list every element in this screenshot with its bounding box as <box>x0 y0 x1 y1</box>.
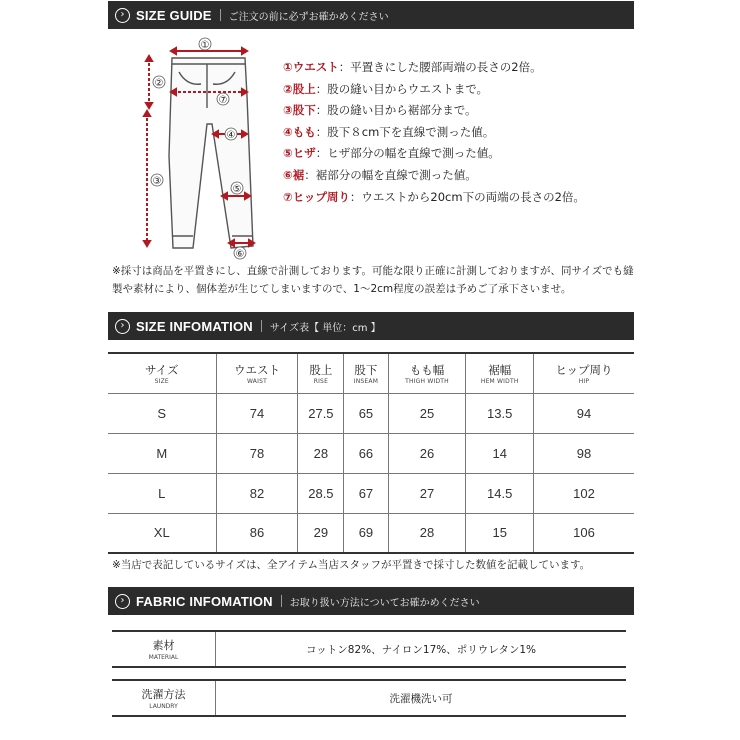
size-info-title: SIZE INFOMATION <box>136 318 253 334</box>
fabric-value: 洗濯機洗い可 <box>389 692 453 705</box>
size-guide-header <box>108 1 634 29</box>
legend-row: ④もも：股下８cm下を直線で測った値。 <box>283 124 495 139</box>
legend-row: ⑦ヒップ周り：ウエストから20cm下の両端の長さの2倍。 <box>283 189 585 204</box>
diagram-number-3: ③ <box>152 176 162 187</box>
fabric-info-header <box>108 587 634 615</box>
column-header: 股上 RISE <box>298 353 344 393</box>
column-header: 股下 INSEAM <box>344 353 388 393</box>
column-header: ウエスト WAIST <box>216 353 298 393</box>
table-row: L 82 28.5 67 27 14.5 102 <box>108 473 634 513</box>
fabric-row-material <box>112 630 626 668</box>
diagram-number-4: ④ <box>226 130 236 141</box>
fabric-info-title: FABRIC INFOMATION <box>136 593 273 609</box>
table-row: XL 86 29 69 28 15 106 <box>108 513 634 553</box>
table-row: S 74 27.5 65 25 13.5 94 <box>108 393 634 433</box>
divider <box>220 9 221 21</box>
legend-row: ②股上：股の縫い目からウエストまで。 <box>283 81 489 96</box>
legend-row: ⑥裾：裾部分の幅を直線で測った値。 <box>283 167 477 182</box>
diagram-number-6: ⑥ <box>235 249 245 260</box>
column-header: ヒップ周り HIP <box>533 353 634 393</box>
table-row: M 78 28 66 26 14 98 <box>108 433 634 473</box>
legend-row: ③股下：股の縫い目から裾部分まで。 <box>283 103 477 118</box>
column-header: もも幅 THIGH WIDTH <box>388 353 466 393</box>
size-info-subtitle: サイズ表【 単位：cm 】 <box>269 322 381 334</box>
measurement-note: ※採寸は商品を平置きにし、直線で計測しております。可能な限り正確に計測しておりますが、同サイズでも縫製や素材により、個体差が生じてしまいますので、1〜2cm程度の誤差は予めご了承下さいませ。 <box>112 265 634 295</box>
size-guide-subtitle: ご注文の前に必ずお確かめください <box>228 11 389 23</box>
size-table <box>108 352 634 554</box>
chevron-right-icon: › <box>115 8 130 23</box>
fabric-label: 素材 MATERIAL <box>112 632 216 666</box>
fabric-info-subtitle: お取り扱い方法についてお確かめください <box>289 597 480 609</box>
legend-row: ①ウエスト：平置きにした腰部両端の長さの2倍。 <box>283 60 542 74</box>
size-note: ※当店で表記しているサイズは、全アイテム当店スタッフが平置きで採寸した数値を記載しています。 <box>112 559 591 571</box>
legend-row: ⑤ヒザ：ヒザ部分の幅を直線で測った値。 <box>283 146 500 161</box>
size-guide-title: SIZE GUIDE <box>136 7 212 23</box>
column-header: サイズ SIZE <box>108 353 216 393</box>
fabric-row-laundry <box>112 679 626 717</box>
divider <box>281 595 282 607</box>
divider <box>261 320 262 332</box>
fabric-label: 洗濯方法 LAUNDRY <box>112 681 216 715</box>
chevron-right-icon: › <box>115 594 130 609</box>
pants-measurement-diagram <box>135 36 265 261</box>
column-header: 裾幅 HEM WIDTH <box>466 353 533 393</box>
chevron-right-icon: › <box>115 319 130 334</box>
size-info-header <box>108 312 634 340</box>
diagram-number-7: ⑦ <box>218 95 228 106</box>
diagram-number-2: ② <box>154 78 164 89</box>
fabric-value: コットン82%、ナイロン17%、ポリウレタン1% <box>306 643 536 656</box>
diagram-number-5: ⑤ <box>232 184 242 195</box>
diagram-number-1: ① <box>200 40 210 51</box>
measurement-legend <box>283 57 585 208</box>
